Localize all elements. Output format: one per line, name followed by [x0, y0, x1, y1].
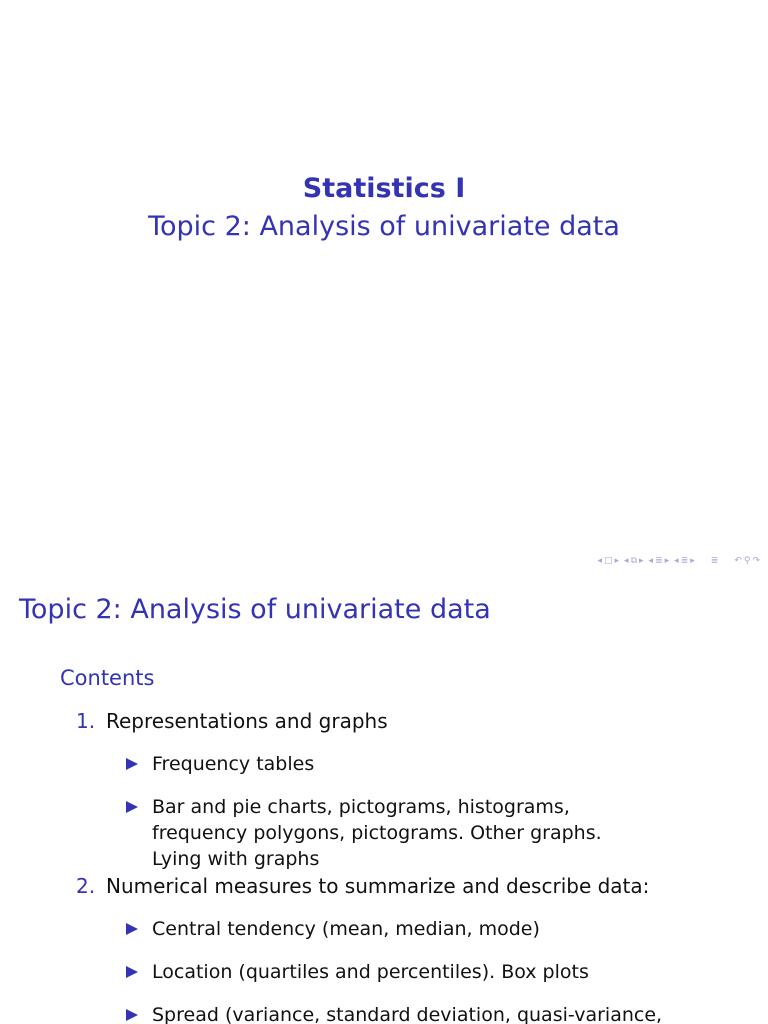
nav-frame-group[interactable] [597, 555, 619, 567]
sub-bullet [126, 916, 686, 942]
nav-prev-icon[interactable]: ◂ [674, 556, 679, 566]
nav-prev-icon[interactable]: ◂ [624, 556, 629, 566]
nav-search-group[interactable] [734, 555, 760, 567]
nav-subsection-group[interactable] [624, 555, 644, 567]
list-item-1 [76, 708, 388, 734]
bullet-triangle-icon [126, 801, 138, 813]
bullet-text: Spread (variance, standard deviation, quasi-variance, [152, 1004, 663, 1024]
align-icon[interactable]: ≣ [710, 556, 719, 566]
beamer-navigation-bar [597, 555, 760, 567]
sub-bullet [126, 751, 686, 777]
section-icon[interactable]: ≣ [655, 556, 663, 566]
slide-title: Statistics I [302, 173, 466, 204]
bullet-text: Frequency tables [152, 753, 315, 775]
nav-next-icon[interactable]: ▸ [664, 556, 670, 566]
subsection-icon[interactable]: ⧉ [630, 556, 638, 566]
nav-section-group[interactable] [649, 555, 670, 567]
item-number: 1. [76, 709, 96, 733]
bullet-triangle-icon [126, 923, 138, 935]
item-number: 2. [76, 874, 96, 898]
bullet-triangle-icon [126, 758, 138, 770]
undo-icon[interactable]: ↶ [734, 556, 742, 566]
nav-next-icon[interactable]: ▸ [639, 556, 644, 566]
list-item-2 [76, 873, 649, 899]
bullet-triangle-icon [126, 1009, 138, 1021]
frame-title: Topic 2: Analysis of univariate data [19, 594, 491, 625]
item-label: Numerical measures to summarize and describe data: [106, 874, 650, 898]
redo-icon[interactable]: ↷ [752, 556, 760, 566]
bullet-text: Location (quartiles and percentiles). Box plots [152, 961, 589, 983]
contents-heading: Contents [60, 666, 155, 690]
nav-doc-group[interactable] [674, 555, 695, 567]
nav-prev-icon[interactable]: ◂ [597, 556, 602, 566]
bullet-text: Central tendency (mean, median, mode) [152, 918, 540, 940]
search-icon[interactable]: ⚲ [743, 556, 751, 566]
nav-next-icon[interactable]: ▸ [614, 556, 620, 566]
nav-next-icon[interactable]: ▸ [690, 556, 695, 566]
item-label: Representations and graphs [106, 709, 388, 733]
contents-slide [0, 576, 768, 1024]
sub-bullet [126, 959, 686, 985]
frame-icon[interactable]: □ [604, 556, 613, 566]
bullet-text: Bar and pie charts, pictograms, histograms, frequency polygons, pictograms. Other graphs. Lying with graphs [152, 796, 602, 870]
slide-subtitle: Topic 2: Analysis of univariate data [148, 211, 620, 242]
section-icon[interactable]: ≣ [680, 556, 689, 566]
sub-bullet [126, 794, 646, 872]
bullet-triangle-icon [126, 966, 138, 978]
nav-prev-icon[interactable]: ◂ [648, 556, 654, 566]
sub-bullet [126, 1002, 686, 1024]
